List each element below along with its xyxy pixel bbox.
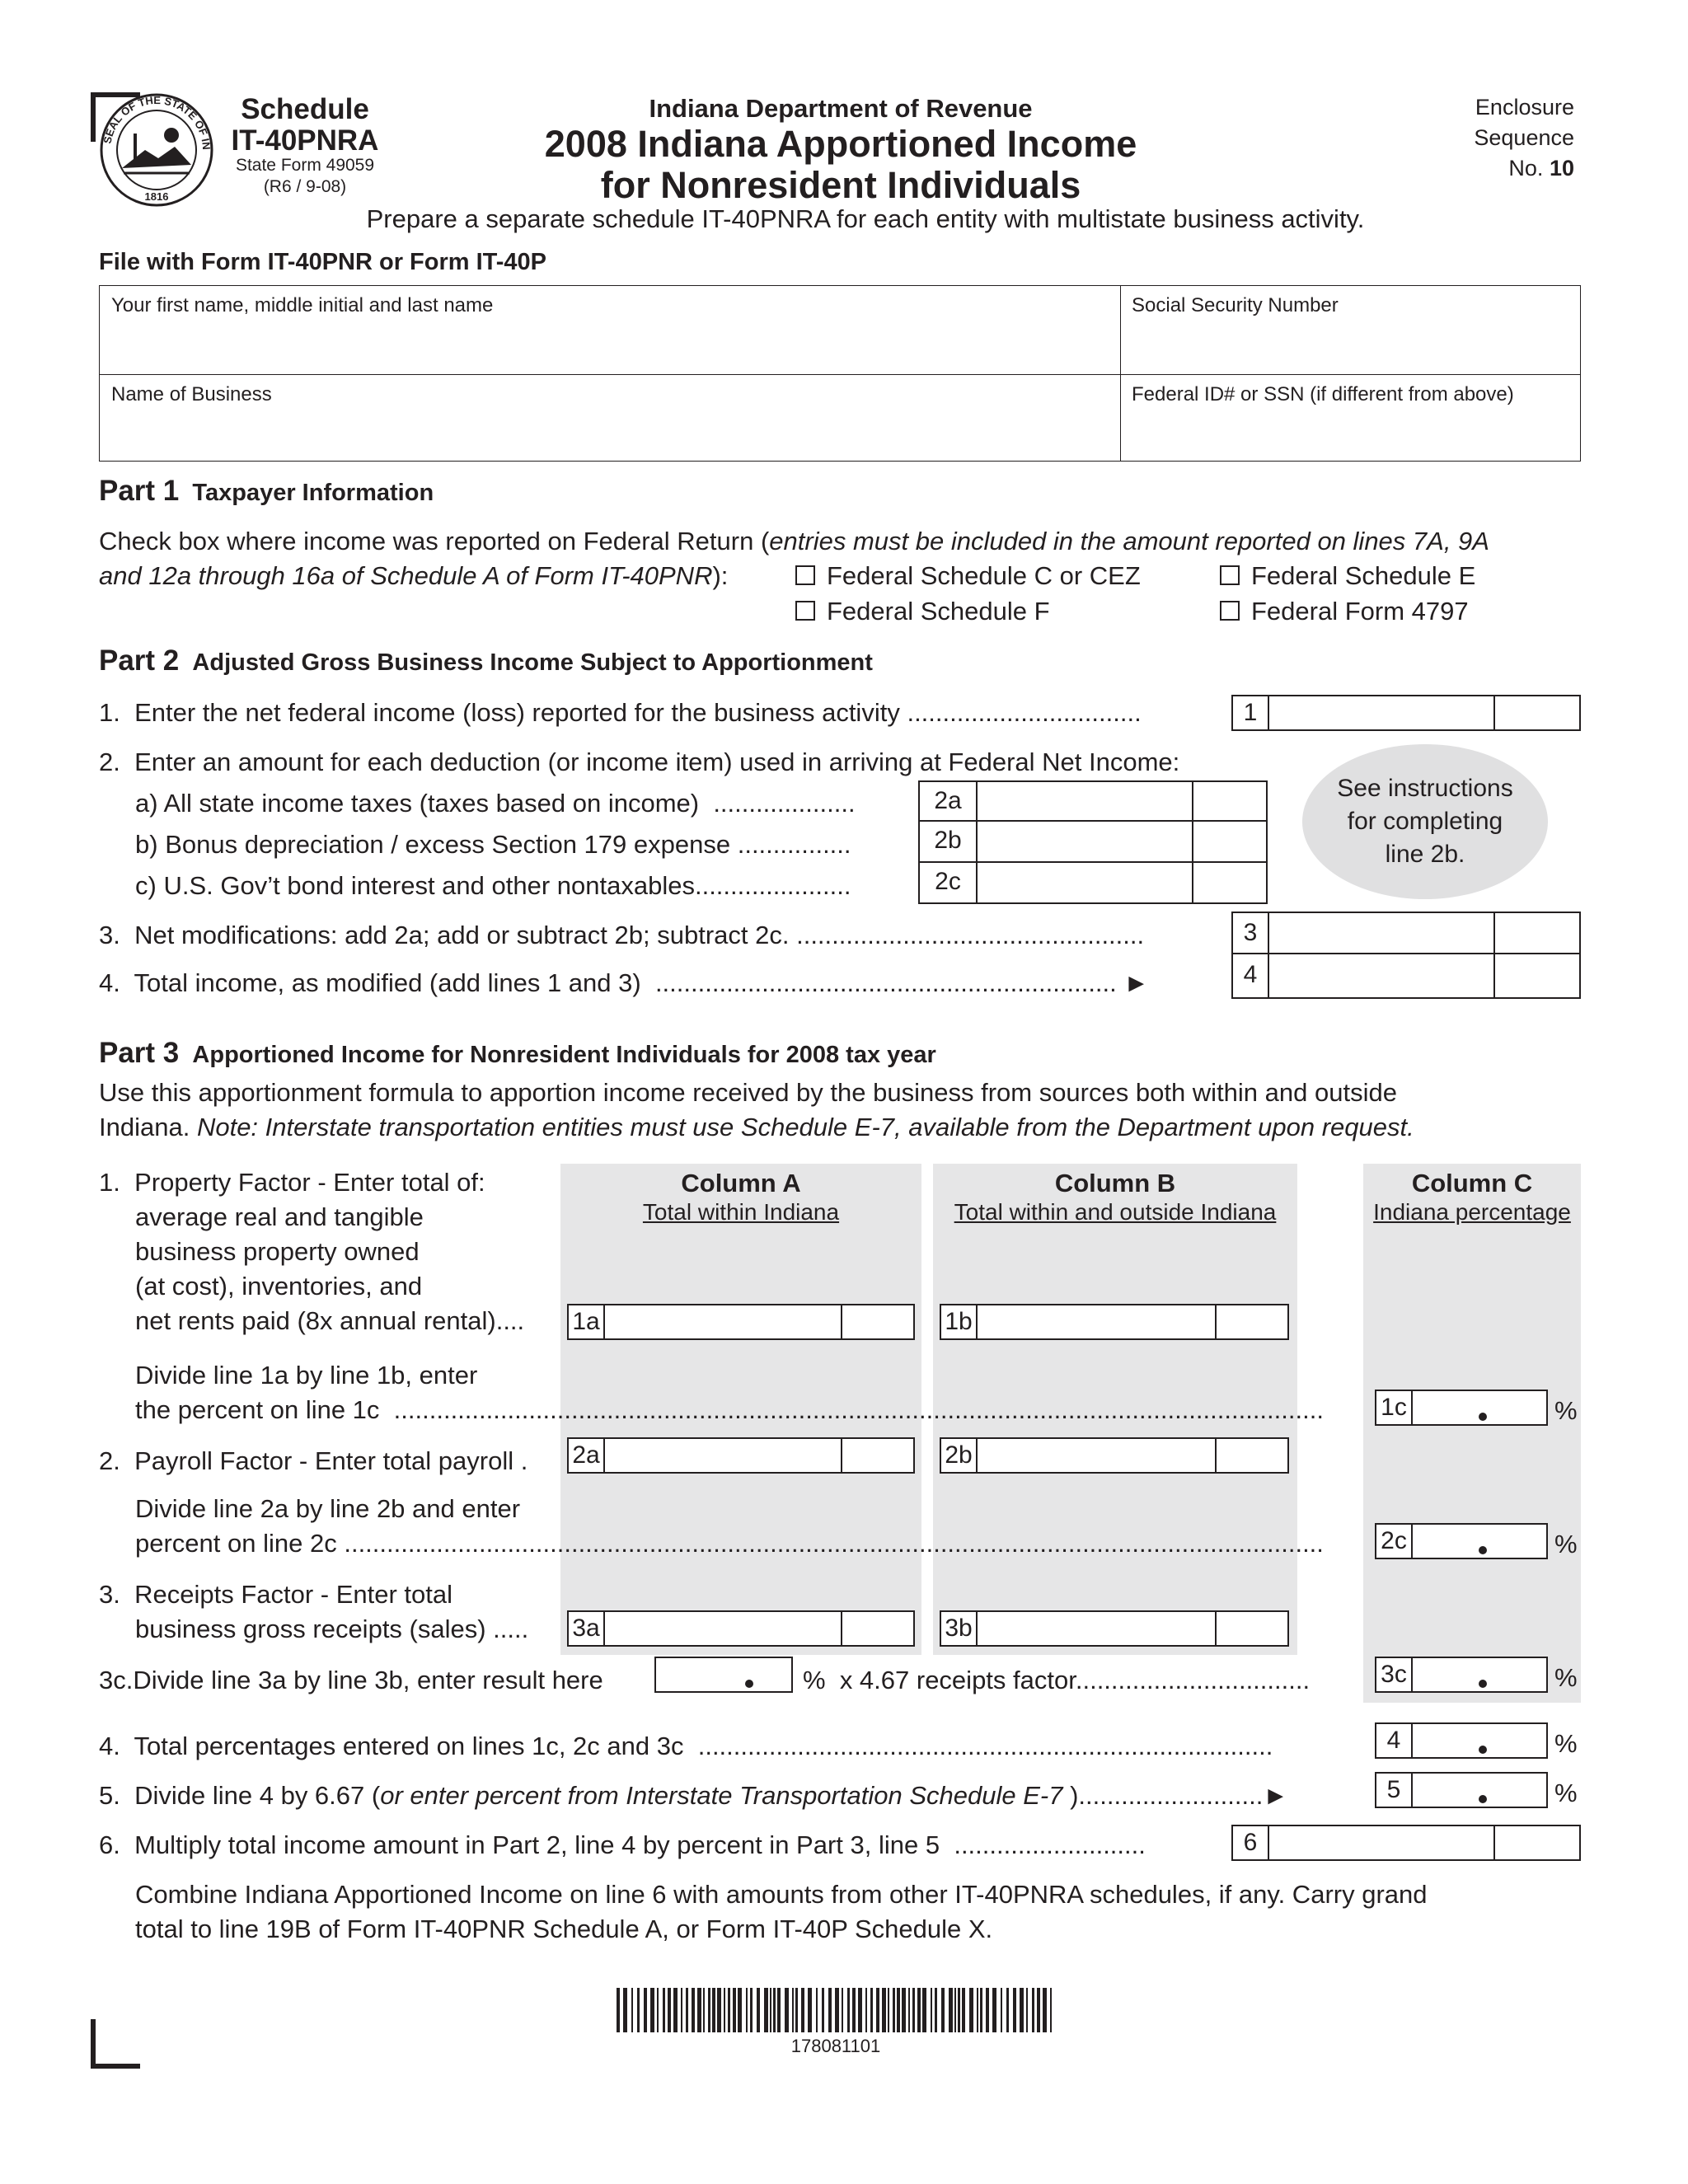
part3-line3-text: 3. Receipts Factor - Enter total business gross receipts (sales) ..... [99, 1580, 529, 1643]
barcode-bar [842, 1988, 843, 2032]
barcode-bar [777, 1988, 781, 2032]
box-label: 3b [941, 1612, 978, 1645]
barcode-bar [897, 1988, 900, 2032]
barcode-bar [631, 1988, 633, 2032]
part3-line1c-text: Divide line 1a by line 1b, enter the percent on line 1c ................................................................................................................................... [135, 1361, 1324, 1424]
part3-line3c-text: 3c.Divide line 3a by line 3b, enter result here [99, 1666, 603, 1694]
part2-heading: Part 2 Adjusted Gross Business Income Subject to Apportionment [99, 644, 873, 677]
arrow-icon: ► [1263, 1781, 1289, 1810]
barcode-bar [738, 1988, 742, 2032]
barcode-bar [835, 1988, 839, 2032]
barcode-bar [876, 1988, 879, 2032]
combine-instructions: Combine Indiana Apportioned Income on line 6 with amounts from other IT-40PNRA schedules, if any. Carry grand total to line 19B of Form IT-40PNR Schedule A, or Form IT-40P Schedule X. [135, 1880, 1428, 1943]
barcode-bar [764, 1988, 768, 2032]
percent-sign: % [1554, 1530, 1578, 1558]
barcode-bar [986, 1988, 989, 2032]
part2-line3-text: 3. Net modifications: add 2a; add or subtract 2b; subtract 2c. ................................................. [99, 921, 1145, 949]
part2-line2c-field[interactable] [918, 861, 1268, 904]
barcode-bar [703, 1988, 705, 2032]
part3-line3a-field[interactable] [567, 1610, 915, 1647]
barcode-bar [969, 1988, 973, 2032]
line-2b-instructions-note: See instructions for completing line 2b. [1302, 744, 1548, 899]
barcode-bar [992, 1988, 996, 2032]
part3-line3c-field[interactable] [1375, 1657, 1548, 1693]
department-name: Indiana Department of Revenue [649, 94, 1033, 123]
percent-sign: % [1554, 1663, 1578, 1692]
barcode-bar [801, 1988, 804, 2032]
barcode-bar [1043, 1988, 1047, 2032]
barcode-bar [792, 1988, 794, 2032]
barcode-bar [902, 1988, 906, 2032]
barcode-bar [912, 1988, 915, 2032]
barcode-bar [962, 1988, 965, 2032]
part3-line3c-mult-text: % x 4.67 receipts factor................................. [803, 1666, 1311, 1694]
part1-instructions: Check box where income was reported on Federal Return (entries must be included in the amount reported on lines 7A, 9A [99, 527, 1489, 555]
barcode-bar [977, 1988, 978, 2032]
barcode-bar [828, 1988, 832, 2032]
barcode-bar [847, 1988, 850, 2032]
enclosure-sequence: Enclosure Sequence No. 10 [1474, 95, 1574, 180]
box-label: 2b [941, 1439, 978, 1472]
business-name-label: Name of Business [111, 383, 272, 405]
file-with-note: File with Form IT-40PNR or Form IT-40P [99, 249, 547, 275]
barcode-bar [893, 1988, 895, 2032]
barcode-bar [785, 1988, 789, 2032]
barcode-bar [1006, 1988, 1009, 2032]
checkbox-schedule-e[interactable] [1220, 559, 1475, 593]
barcode-bar [708, 1988, 710, 2032]
part3-line2c-field[interactable] [1375, 1523, 1548, 1559]
business-name-field[interactable] [103, 411, 1114, 457]
barcode-bar [681, 1988, 682, 2032]
part2-line2c-text: c) U.S. Gov’t bond interest and other nontaxables...................... [135, 871, 851, 900]
barcode-bar [822, 1988, 824, 2032]
barcode-bar [816, 1988, 818, 2032]
percent-sign: % [1554, 1779, 1578, 1807]
part3-line3b-field[interactable] [940, 1610, 1289, 1647]
barcode-bar [908, 1988, 910, 2032]
state-seal [99, 92, 214, 208]
checkbox-form-4797[interactable] [1220, 594, 1469, 629]
column-c-shading [1363, 1164, 1581, 1703]
name-field-label: Your first name, middle initial and last name [111, 294, 494, 316]
column-b-header: Column B Total within and outside Indiana [954, 1169, 1277, 1225]
part3-line3c-ratio-field[interactable] [654, 1657, 793, 1693]
name-field[interactable] [103, 322, 1114, 370]
box-label: 2c [1376, 1525, 1413, 1558]
fein-field-label: Federal ID# or SSN (if different from above) [1132, 383, 1514, 405]
box-label: 3c [1376, 1658, 1413, 1691]
barcode-bar [1013, 1988, 1016, 2032]
percent-sign: % [1554, 1396, 1578, 1425]
barcode-number: 178081101 [790, 2036, 881, 2056]
svg-text:SEAL OF THE STATE OF INDIANA: SEAL OF THE STATE OF IN [101, 93, 213, 151]
barcode-bar [917, 1988, 921, 2032]
part2-line2b-field[interactable] [918, 820, 1268, 863]
barcode-bar [931, 1988, 932, 2032]
checkbox-schedule-f[interactable] [795, 594, 1050, 629]
arrow-icon: ► [1123, 968, 1150, 997]
barcode-bar [922, 1988, 926, 2032]
ssn-field-label: Social Security Number [1132, 294, 1339, 316]
barcode-bar [724, 1988, 725, 2032]
box-label: 3a [569, 1612, 605, 1645]
box-label: 2a [569, 1439, 605, 1472]
box-label: 4 [1233, 953, 1269, 997]
fein-field[interactable] [1125, 411, 1577, 457]
checkbox-schedule-c[interactable] [795, 559, 1141, 593]
barcode-bar [733, 1988, 736, 2032]
barcode-bar [1026, 1988, 1028, 2032]
part3-line1b-field[interactable] [940, 1304, 1289, 1340]
barcode-bar [1001, 1988, 1002, 2032]
barcode-bar [795, 1988, 798, 2032]
registration-mark-bottom-left [91, 2019, 140, 2069]
barcode-bar [1037, 1988, 1040, 2032]
part3-line6-text: 6. Multiply total income amount in Part 2, line 4 by percent in Part 3, line 5 ........................... [99, 1830, 1146, 1859]
part3-line5-field[interactable] [1375, 1772, 1548, 1808]
part1-instructions-cont: and 12a through 16a of Schedule A of Form IT-40PNR): [99, 561, 729, 590]
barcode-bar [808, 1988, 812, 2032]
part2-line3-field[interactable] [1231, 912, 1581, 954]
checkbox-schedule-c-box[interactable] [795, 565, 815, 585]
part3-line2c-text: Divide line 2a by line 2b and enter percent on line 2c .......................................................................................................................................... [135, 1494, 1324, 1558]
box-label: 2c [920, 861, 978, 902]
part2-line2a-text: a) All state income taxes (taxes based on income) .................... [135, 789, 856, 818]
barcode-bar [673, 1988, 678, 2032]
barcode-bar [773, 1988, 776, 2032]
barcode-bar [1020, 1988, 1024, 2032]
barcode-bar [1032, 1988, 1034, 2032]
barcode-bar [717, 1988, 721, 2032]
part2-line2-text: 2. Enter an amount for each deduction (or income item) used in arriving at Federal Net Income: [99, 748, 1180, 776]
barcode-bar [644, 1988, 647, 2032]
barcode-bar [650, 1988, 654, 2032]
barcode-bar [852, 1988, 856, 2032]
barcode-bar [888, 1988, 889, 2032]
barcode [613, 1988, 1058, 2032]
part3-intro: Use this apportionment formula to apportion income received by the business from sources both within and outside Indiana. Note: Interstate transportation entities must use Schedule E-7, available from the Department upon request. [99, 1078, 1414, 1141]
box-label: 2a [920, 782, 978, 820]
part2-line4-field[interactable] [1231, 953, 1581, 999]
part3-line2-text: 2. Payroll Factor - Enter total payroll . [99, 1446, 528, 1475]
barcode-bar [712, 1988, 715, 2032]
part3-line5-text: 5. Divide line 4 by 6.67 (or enter percent from Interstate Transportation Schedule E-7 )..........................► [99, 1781, 1289, 1810]
form-title: 2008 Indiana Apportioned Income for Nonresident Individuals [544, 123, 1137, 206]
checkbox-schedule-e-box[interactable] [1220, 565, 1240, 585]
barcode-bar [697, 1988, 701, 2032]
barcode-bar [882, 1988, 886, 2032]
part2-line4-text: 4. Total income, as modified (add lines 1 and 3) ................................................................. ► [99, 968, 1150, 997]
box-label: 2b [920, 820, 978, 861]
column-a-header: Column A Total within Indiana [642, 1169, 840, 1225]
box-label: 3 [1233, 913, 1269, 953]
barcode-bar [870, 1988, 873, 2032]
part2-line1-text: 1. Enter the net federal income (loss) reported for the business activity ................................. [99, 698, 1142, 727]
barcode-bar [692, 1988, 695, 2032]
barcode-bar [865, 1988, 867, 2032]
barcode-bar [935, 1988, 937, 2032]
box-label: 4 [1376, 1724, 1413, 1757]
part3-line2b-field[interactable] [940, 1437, 1289, 1474]
checkbox-schedule-f-box[interactable] [795, 601, 815, 621]
barcode-bar [941, 1988, 945, 2032]
schedule-title: Schedule IT-40PNRA [231, 93, 379, 157]
barcode-bar [757, 1988, 760, 2032]
checkbox-form-4797-label: Federal Form 4797 [1251, 597, 1469, 626]
part3-line1a-field[interactable] [567, 1304, 915, 1340]
barcode-bar [668, 1988, 671, 2032]
barcode-bar [954, 1988, 956, 2032]
schedule-subinfo: State Form 49059 (R6 / 9-08) [235, 156, 375, 196]
ssn-field[interactable] [1125, 322, 1577, 370]
percent-sign: % [1554, 1729, 1578, 1758]
svg-text:1816: 1816 [144, 190, 169, 203]
box-label: 5 [1376, 1774, 1413, 1807]
barcode-bar [949, 1988, 953, 2032]
barcode-bar [686, 1988, 688, 2032]
part3-line1c-field[interactable] [1375, 1390, 1548, 1426]
barcode-bar [746, 1988, 748, 2032]
barcode-bar [750, 1988, 753, 2032]
barcode-bar [770, 1988, 771, 2032]
barcode-bar [637, 1988, 640, 2032]
barcode-bar [623, 1988, 627, 2032]
barcode-bar [657, 1988, 659, 2032]
box-label: 1a [569, 1305, 605, 1338]
taxpayer-id-box [99, 285, 1581, 462]
part3-line1-text: 1. Property Factor - Enter total of: average real and tangible business property owned (at cost), inventories, and net rents paid (8x annual rental).... [99, 1168, 525, 1335]
barcode-bar [958, 1988, 960, 2032]
barcode-bar [663, 1988, 665, 2032]
prepare-note: Prepare a separate schedule IT-40PNRA for each entity with multistate business activity. [366, 204, 1365, 233]
part2-line1-field[interactable] [1231, 695, 1581, 731]
box-label: 6 [1233, 1826, 1269, 1859]
part3-line6-field[interactable] [1231, 1825, 1581, 1861]
part3-line2a-field[interactable] [567, 1437, 915, 1474]
part2-line2b-text: b) Bonus depreciation / excess Section 179 expense ................ [135, 830, 851, 859]
box-label: 1 [1233, 696, 1269, 729]
checkbox-schedule-f-label: Federal Schedule F [827, 597, 1050, 626]
barcode-bar [728, 1988, 730, 2032]
part1-heading: Part 1 Taxpayer Information [99, 475, 434, 507]
box-label: 1c [1376, 1391, 1413, 1424]
box-label: 1b [941, 1305, 978, 1338]
part2-line2a-field[interactable] [918, 780, 1268, 822]
barcode-bar [858, 1988, 862, 2032]
part3-line4-field[interactable] [1375, 1722, 1548, 1759]
barcode-bar [617, 1988, 620, 2032]
barcode-bar [1050, 1988, 1052, 2032]
barcode-bar [980, 1988, 982, 2032]
checkbox-form-4797-box[interactable] [1220, 601, 1240, 621]
part3-line4-text: 4. Total percentages entered on lines 1c, 2c and 3c ................................................................................. [99, 1732, 1273, 1760]
checkbox-schedule-c-label: Federal Schedule C or CEZ [827, 561, 1141, 590]
checkbox-schedule-e-label: Federal Schedule E [1251, 561, 1476, 590]
part3-heading: Part 3 Apportioned Income for Nonresident Individuals for 2008 tax year [99, 1037, 936, 1069]
column-c-header: Column C Indiana percentage [1373, 1169, 1571, 1225]
